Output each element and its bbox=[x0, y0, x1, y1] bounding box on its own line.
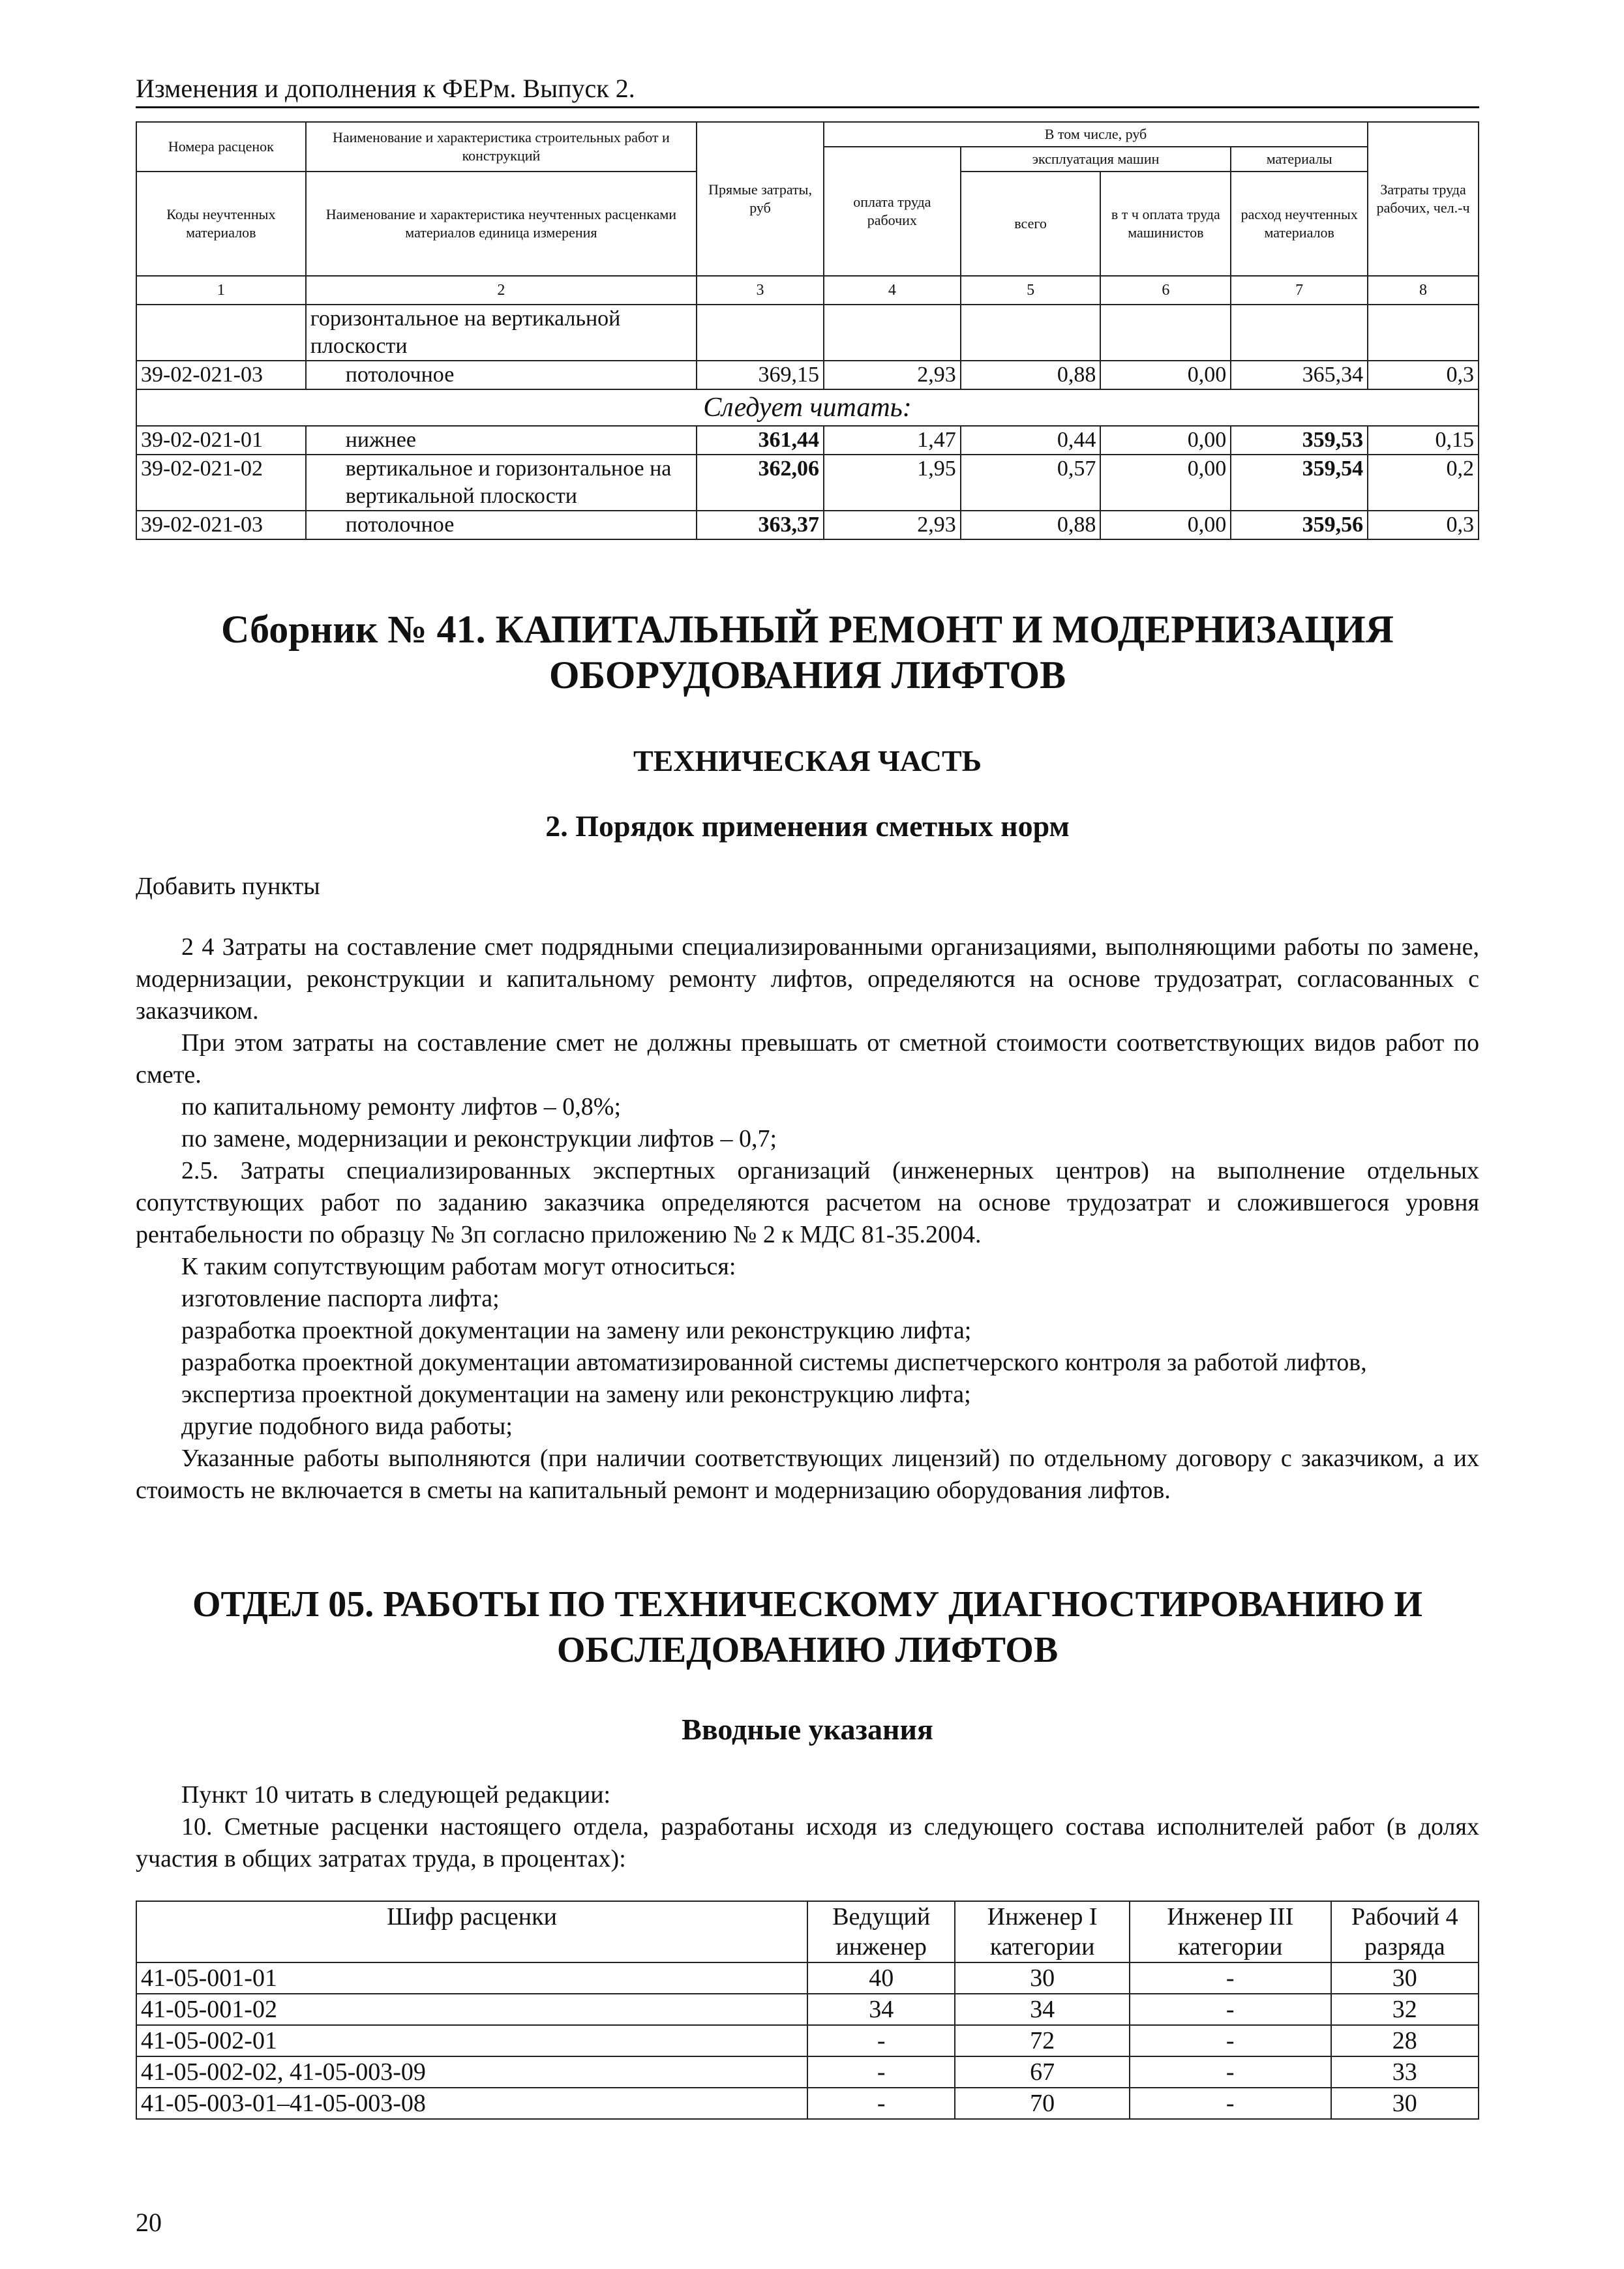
row-pay: 2,93 bbox=[824, 361, 961, 389]
row-name: горизонтальное на вертикальной плоскости bbox=[306, 305, 697, 361]
row-value: - bbox=[807, 2056, 955, 2088]
row-machinists: 0,00 bbox=[1100, 426, 1231, 455]
row-machinists: 0,00 bbox=[1100, 455, 1231, 511]
intro-title: Вводные указания bbox=[682, 1713, 933, 1746]
row-value: 34 bbox=[807, 1994, 955, 2025]
paragraph: 2.5. Затраты специализированных экспертных организаций (инженерных центров) на выполнение отдельных сопутствующих работ по заданию заказчика определяются расчетом на основе трудозатрат и сложившегося уровня рентабельности по образцу № 3п согласно приложению № 2 к МДС 81-35.2004. bbox=[136, 1157, 1479, 1248]
table-row bbox=[136, 1962, 1479, 1994]
row-code: 39-02-021-01 bbox=[136, 426, 306, 455]
row-name: вертикальное и горизонтальное на вертикальной плоскости bbox=[306, 455, 697, 511]
header-work-name: Наименование и характеристика строительных работ и конструкций bbox=[306, 122, 697, 172]
paragraph: 2 4 Затраты на составление смет подрядными специализированными организациями, выполняющими работы по замене, модернизации, реконструкции и капитальному ремонту лифтов, определяются на основе трудозатрат, согласованных с заказчиком. bbox=[136, 933, 1479, 1025]
row-labor: 0,2 bbox=[1368, 455, 1479, 511]
row-value: 33 bbox=[1331, 2056, 1479, 2088]
row-value: 30 bbox=[1331, 1962, 1479, 1994]
row-code: 41-05-003-01–41-05-003-08 bbox=[136, 2088, 807, 2119]
header-direct-costs: Прямые затраты, руб bbox=[697, 122, 824, 276]
row-machines: 0,57 bbox=[961, 455, 1101, 511]
paragraph: по замене, модернизации и реконструкции лифтов – 0,7; bbox=[181, 1125, 777, 1152]
column-number: 5 bbox=[961, 276, 1101, 305]
row-machines: 0,88 bbox=[961, 511, 1101, 539]
paragraph: разработка проектной документации автоматизированной системы диспетчерского контроля за работой лифтов, bbox=[181, 1349, 1367, 1376]
row-materials: 359,56 bbox=[1231, 511, 1368, 539]
column-numbers-row bbox=[136, 276, 1479, 305]
row-pay: 2,93 bbox=[824, 511, 961, 539]
row-value: 30 bbox=[955, 1962, 1130, 1994]
table-row bbox=[136, 511, 1479, 539]
row-value: - bbox=[1130, 2056, 1331, 2088]
table-row bbox=[136, 2056, 1479, 2088]
row-value: - bbox=[807, 2088, 955, 2119]
row-labor: 0,3 bbox=[1368, 361, 1479, 389]
column-number: 8 bbox=[1368, 276, 1479, 305]
row-value: - bbox=[1130, 1962, 1331, 1994]
row-code: 39-02-021-02 bbox=[136, 455, 306, 511]
table-row bbox=[136, 361, 1479, 389]
row-value: 32 bbox=[1331, 1994, 1479, 2025]
row-value: 72 bbox=[955, 2025, 1130, 2056]
body-text bbox=[136, 931, 1479, 1507]
row-code: 39-02-021-03 bbox=[136, 361, 306, 389]
row-pay: 1,47 bbox=[824, 426, 961, 455]
paragraph: Пункт 10 читать в следующей редакции: bbox=[181, 1781, 611, 1809]
column-number: 4 bbox=[824, 276, 961, 305]
table-row bbox=[136, 455, 1479, 511]
paragraph: другие подобного вида работы; bbox=[181, 1413, 513, 1440]
row-code: 41-05-002-02, 41-05-003-09 bbox=[136, 2056, 807, 2088]
row-labor: 0,3 bbox=[1368, 511, 1479, 539]
header-machine-operation: эксплуатация машин bbox=[961, 147, 1231, 172]
header-material-codes: Коды неучтенных материалов bbox=[136, 172, 306, 276]
paragraph: К таким сопутствующим работам могут относиться: bbox=[181, 1253, 736, 1280]
add-items-label: Добавить пункты bbox=[136, 873, 320, 900]
row-materials: 359,53 bbox=[1231, 426, 1368, 455]
row-name: потолочное bbox=[306, 361, 697, 389]
paragraph: изготовление паспорта лифта; bbox=[181, 1285, 500, 1312]
row-value: 34 bbox=[955, 1994, 1130, 2025]
row-code: 39-02-021-03 bbox=[136, 511, 306, 539]
header-lead-engineer: Ведущий инженер bbox=[807, 1901, 955, 1962]
paragraph: разработка проектной документации на замену или реконструкцию лифта; bbox=[181, 1317, 972, 1344]
row-value: - bbox=[807, 2025, 955, 2056]
header-worker-4: Рабочий 4 разряда bbox=[1331, 1901, 1479, 1962]
table-row bbox=[136, 1994, 1479, 2025]
row-value: 67 bbox=[955, 2056, 1130, 2088]
header-machinist-pay: в т ч оплата труда машинистов bbox=[1100, 172, 1231, 276]
row-code: 41-05-002-01 bbox=[136, 2025, 807, 2056]
row-machinists: 0,00 bbox=[1100, 511, 1231, 539]
table-row bbox=[136, 2025, 1479, 2056]
header-including: В том числе, руб bbox=[824, 122, 1368, 147]
row-machinists: 0,00 bbox=[1100, 361, 1231, 389]
header-worker-pay: оплата труда рабочих bbox=[824, 147, 961, 276]
row-direct: 362,06 bbox=[697, 455, 824, 511]
column-number: 1 bbox=[136, 276, 306, 305]
header-rate-number: Номера расценок bbox=[136, 122, 306, 172]
row-labor: 0,15 bbox=[1368, 426, 1479, 455]
row-direct: 361,44 bbox=[697, 426, 824, 455]
row-value: - bbox=[1130, 2088, 1331, 2119]
column-number: 2 bbox=[306, 276, 697, 305]
staff-table bbox=[136, 1901, 1479, 2120]
column-number: 6 bbox=[1100, 276, 1231, 305]
collection-title: Сборник № 41. КАПИТАЛЬНЫЙ РЕМОНТ И МОДЕРНИЗАЦИЯ ОБОРУДОВАНИЯ ЛИФТОВ bbox=[221, 608, 1394, 697]
paragraph: 10. Сметные расценки настоящего отдела, разработаны исходя из следующего состава исполнителей работ (в долях участия в общих затратах труда, в процентах): bbox=[136, 1813, 1479, 1872]
header-labor: Затраты труда рабочих, чел.-ч bbox=[1368, 122, 1479, 276]
page-header: Изменения и дополнения к ФЕРм. Выпуск 2. bbox=[136, 73, 1479, 108]
column-number: 3 bbox=[697, 276, 824, 305]
header-machine-total: всего bbox=[961, 172, 1101, 276]
rates-table bbox=[136, 121, 1479, 540]
subsection-title: 2. Порядок применения сметных норм bbox=[545, 809, 1070, 843]
table-row bbox=[136, 305, 1479, 361]
row-code: 41-05-001-02 bbox=[136, 1994, 807, 2025]
header-engineer-1: Инженер I категории bbox=[955, 1901, 1130, 1962]
paragraph: по капитальному ремонту лифтов – 0,8%; bbox=[181, 1093, 622, 1120]
department-title: ОТДЕЛ 05. РАБОТЫ ПО ТЕХНИЧЕСКОМУ ДИАГНОСТИРОВАНИЮ И ОБСЛЕДОВАНИЮ ЛИФТОВ bbox=[192, 1584, 1422, 1670]
row-value: 28 bbox=[1331, 2025, 1479, 2056]
section-title: ТЕХНИЧЕСКАЯ ЧАСТЬ bbox=[633, 744, 982, 777]
row-direct: 363,37 bbox=[697, 511, 824, 539]
row-value: 70 bbox=[955, 2088, 1130, 2119]
row-materials: 365,34 bbox=[1231, 361, 1368, 389]
row-pay: 1,95 bbox=[824, 455, 961, 511]
row-machines: 0,88 bbox=[961, 361, 1101, 389]
row-direct: 369,15 bbox=[697, 361, 824, 389]
column-number: 7 bbox=[1231, 276, 1368, 305]
row-value: 40 bbox=[807, 1962, 955, 1994]
header-materials: материалы bbox=[1231, 147, 1368, 172]
paragraph: Указанные работы выполняются (при наличии соответствующих лицензий) по отдельному договору с заказчиком, а их стоимость не включается в сметы на капитальный ремонт и модернизацию оборудования лифтов. bbox=[136, 1445, 1479, 1504]
table-row bbox=[136, 426, 1479, 455]
row-materials: 359,54 bbox=[1231, 455, 1368, 511]
header-material-name: Наименование и характеристика неучтенных расценками материалов единица измерения bbox=[306, 172, 697, 276]
header-engineer-3: Инженер III категории bbox=[1130, 1901, 1331, 1962]
header-rate-code: Шифр расценки bbox=[136, 1901, 807, 1962]
paragraph: При этом затраты на составление смет не должны превышать от сметной стоимости соответствующих видов работ по смете. bbox=[136, 1029, 1479, 1089]
row-machines: 0,44 bbox=[961, 426, 1101, 455]
row-value: - bbox=[1130, 2025, 1331, 2056]
row-name: нижнее bbox=[306, 426, 697, 455]
row-code: 41-05-001-01 bbox=[136, 1962, 807, 1994]
row-value: 30 bbox=[1331, 2088, 1479, 2119]
table-row bbox=[136, 2088, 1479, 2119]
row-name: потолочное bbox=[306, 511, 697, 539]
page-number: 20 bbox=[136, 2208, 162, 2237]
header-material-consumption: расход неучтенных материалов bbox=[1231, 172, 1368, 276]
read-as-label: Следует читать: bbox=[136, 389, 1479, 426]
paragraph: экспертиза проектной документации на замену или реконструкцию лифта; bbox=[181, 1381, 971, 1408]
row-value: - bbox=[1130, 1994, 1331, 2025]
